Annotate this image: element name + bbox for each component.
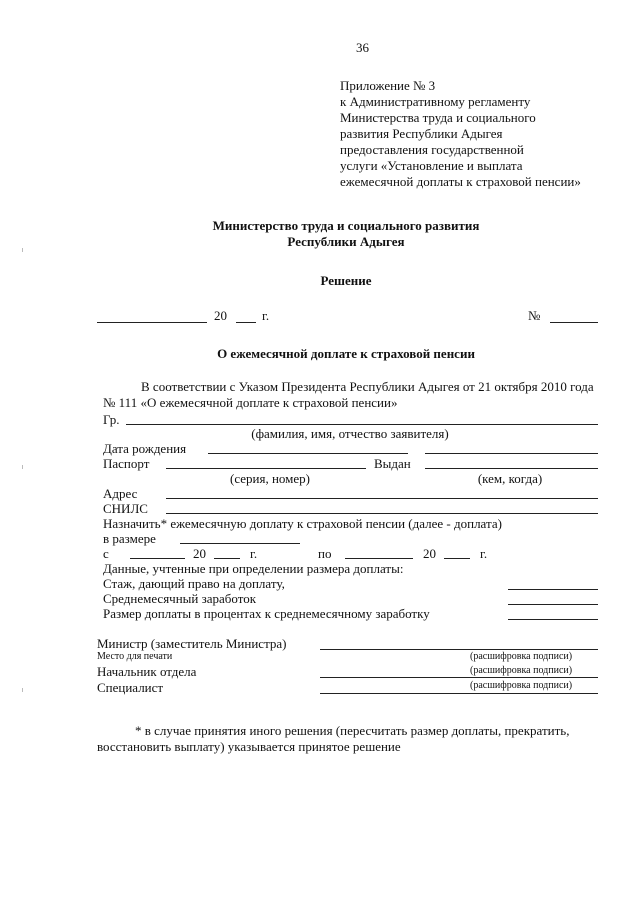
fio-line — [126, 424, 598, 425]
amount-line — [180, 543, 300, 544]
appendix-line: предоставления государственной — [340, 142, 524, 157]
margin-mark — [22, 465, 23, 469]
specialist-decode-caption: (расшифровка подписи) — [470, 680, 573, 691]
year-line — [236, 322, 256, 323]
number-label: № — [528, 308, 541, 323]
margin-mark — [22, 688, 23, 692]
birth-line-right — [425, 453, 598, 454]
year-prefix: 20 — [214, 308, 227, 323]
basis-line: В соответствии с Указом Президента Республики Адыгея от 21 октября 2010 года — [141, 379, 594, 394]
footnote-line: восстановить выплату) указывается принятое решение — [97, 739, 401, 754]
fio-caption: (фамилия, имя, отчество заявителя) — [251, 426, 449, 441]
address-label: Адрес — [103, 486, 138, 501]
ministry-name: Министерство труда и социального развития — [212, 218, 480, 233]
number-line — [550, 322, 598, 323]
minister-label: Министр (заместитель Министра) — [97, 636, 287, 651]
amount-label: в размере — [103, 531, 156, 546]
passport-line — [166, 468, 366, 469]
experience-line — [508, 589, 598, 590]
birth-label: Дата рождения — [103, 441, 187, 456]
to-year-line — [444, 558, 470, 559]
head-signature-line — [320, 677, 598, 678]
stamp-label: Место для печати — [97, 651, 173, 662]
percent-line — [508, 619, 598, 620]
footnote-line: * в случае принятия иного решения (пересчитать размер доплаты, прекратить, — [135, 723, 570, 738]
decision-subject: О ежемесячной доплате к страховой пенсии — [217, 346, 475, 361]
to-label: по — [318, 546, 332, 561]
head-label: Начальник отдела — [97, 664, 197, 679]
gr-label: Гр. — [103, 412, 120, 427]
appendix-line: Приложение № 3 — [340, 78, 436, 93]
to-year-suffix: г. — [480, 546, 488, 561]
from-year-suffix: г. — [250, 546, 258, 561]
year-suffix: г. — [262, 308, 270, 323]
appendix-line: Министерства труда и социального — [340, 110, 536, 125]
birth-line — [208, 453, 408, 454]
appendix-line: к Административному регламенту — [340, 94, 531, 109]
experience-label: Стаж, дающий право на доплату, — [103, 576, 285, 591]
date-line — [97, 322, 207, 323]
snils-label: СНИЛС — [103, 501, 148, 516]
percent-label: Размер доплаты в процентах к среднемесячному заработку — [103, 606, 430, 621]
minister-signature-line — [320, 649, 598, 650]
from-date-line — [130, 558, 185, 559]
data-heading: Данные, учтенные при определении размера доплаты: — [103, 561, 404, 576]
assign-text: Назначить* ежемесячную доплату к страховой пенсии (далее - доплата) — [103, 516, 502, 531]
to-year-prefix: 20 — [423, 546, 436, 561]
from-year-line — [214, 558, 240, 559]
series-caption: (серия, номер) — [230, 471, 310, 486]
issued-label: Выдан — [374, 456, 411, 471]
margin-mark — [22, 248, 23, 252]
to-date-line — [345, 558, 413, 559]
appendix-line: развития Республики Адыгея — [340, 126, 503, 141]
avg-earnings-line — [508, 604, 598, 605]
specialist-label: Специалист — [97, 680, 164, 695]
address-line — [166, 498, 598, 499]
minister-decode-caption: (расшифровка подписи) — [470, 651, 573, 662]
appendix-line: услуги «Установление и выплата — [340, 158, 523, 173]
specialist-signature-line — [320, 693, 598, 694]
issued-caption: (кем, когда) — [477, 471, 543, 486]
decision-title: Решение — [320, 273, 372, 288]
page-number: 36 — [356, 40, 369, 55]
from-year-prefix: 20 — [193, 546, 206, 561]
ministry-region: Республики Адыгея — [287, 234, 405, 249]
from-label: с — [103, 546, 109, 561]
basis-line: № 111 «О ежемесячной доплате к страховой пенсии» — [103, 395, 398, 410]
avg-earnings-label: Среднемесячный заработок — [103, 591, 257, 606]
passport-label: Паспорт — [103, 456, 150, 471]
issued-line — [425, 468, 598, 469]
snils-line — [166, 513, 598, 514]
appendix-line: ежемесячной доплаты к страховой пенсии» — [340, 174, 581, 189]
head-decode-caption: (расшифровка подписи) — [470, 665, 573, 676]
